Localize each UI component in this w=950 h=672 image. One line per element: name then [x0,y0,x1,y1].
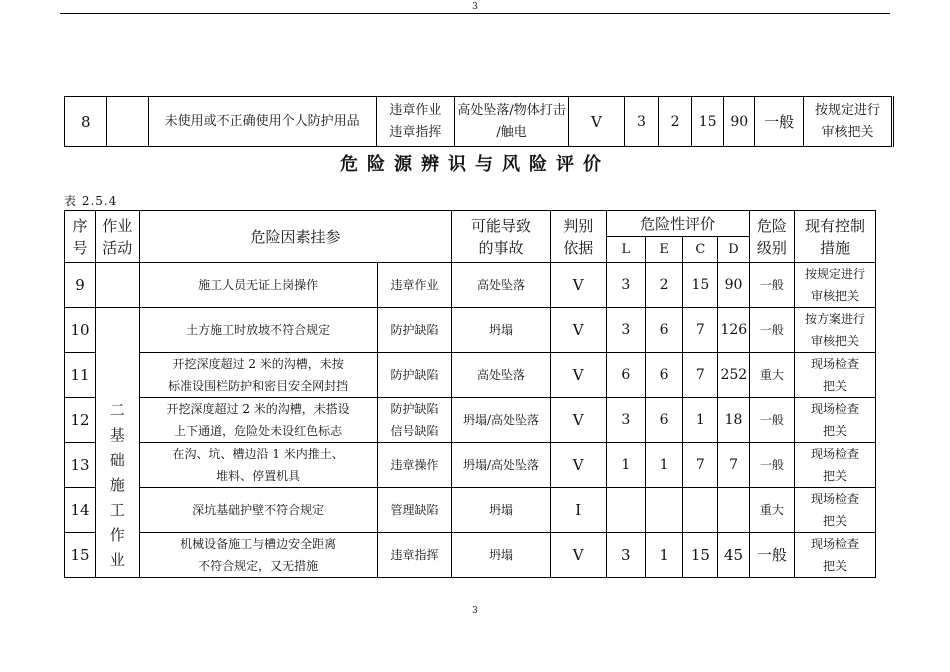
table-row [65,443,876,488]
factor-line: 堆料、停置机具 [216,469,301,483]
category-line: 违章指挥 [390,548,439,562]
hazard-category [377,353,452,398]
control-line: 按规定进行 [814,102,880,118]
header-line: 的事故 [478,238,524,257]
header-d: D [718,237,749,263]
header-line: 级别 [756,238,787,257]
activity-char: 作 [109,526,125,544]
value-c: 7 [683,353,718,398]
value-e: 6 [646,398,683,443]
value-e [646,488,683,533]
accident-line: 高处坠落/物体打击 [457,102,566,118]
value-e: 2 [659,97,692,147]
risk-level: 一般 [749,443,795,488]
header-activity [96,211,140,263]
value-d: 90 [718,263,749,308]
risk-level: 一般 [749,308,795,353]
value-d: 7 [718,443,749,488]
factor-line: 施工人员无证上岗操作 [198,278,319,292]
value-l: 3 [606,308,645,353]
control-line: 审核把关 [821,124,874,140]
factor-line: 不符合规定，又无措施 [198,559,319,573]
value-c: 15 [683,263,718,308]
hazard-factor [139,308,377,353]
category-line: 防护缺陷 [390,368,439,382]
header-accident [452,211,550,263]
control-measure [795,488,876,533]
value-l: 3 [624,97,658,147]
header-c: C [683,237,718,263]
value-c [683,488,718,533]
judgement-basis: V [550,263,606,308]
category-line: 管理缺陷 [390,503,439,517]
hazard-factor [139,443,377,488]
value-l: 3 [606,533,645,578]
table-row [65,533,876,578]
value-d: 18 [718,398,749,443]
activity-char: 二 [109,401,125,419]
hazard-factor [139,263,377,308]
control-line: 现场检查 [811,357,860,371]
value-e: 6 [646,353,683,398]
hazard-category [377,263,452,308]
header-line: 判别 [563,216,594,235]
value-l: 3 [606,263,645,308]
control-measure [795,398,876,443]
row-number: 8 [65,97,107,147]
judgement-basis: V [550,443,606,488]
header-rule [60,13,890,14]
table-row [65,353,876,398]
page-number-top: 3 [472,2,478,12]
activity-group [96,308,140,578]
value-c: 7 [683,308,718,353]
value-l: 3 [606,398,645,443]
row-number: 11 [65,353,96,398]
possible-accident: 高处坠落 [452,353,550,398]
header-factor: 危险因素挂参 [139,211,452,263]
header-level [749,211,795,263]
header-row [65,211,876,237]
activity-char: 业 [109,551,125,569]
row-number: 14 [65,488,96,533]
control-line: 把关 [823,379,848,393]
continuation-table [64,96,894,147]
control-line: 把关 [823,424,848,438]
risk-level: 重大 [749,488,795,533]
activity-cell [107,97,148,147]
table-body [65,263,876,578]
risk-level: 一般 [749,533,795,578]
judgement-basis: V [550,533,606,578]
hazard-category [377,533,452,578]
control-measure [795,533,876,578]
header-l: L [606,237,645,263]
value-c: 1 [683,398,718,443]
factor-line: 土方施工时放坡不符合规定 [186,323,331,337]
header-evaluation: 危险性评价 [606,211,749,237]
category-line: 违章作业 [390,278,439,292]
control-measure [803,97,892,147]
factor-line: 深坑基础护壁不符合规定 [192,503,325,517]
control-line: 现场检查 [811,402,860,416]
header-line: 活动 [102,238,133,257]
risk-level: 一般 [749,398,795,443]
control-line: 审核把关 [811,334,860,348]
possible-accident: 坍塌/高处坠落 [452,443,550,488]
factor-line: 在沟、坑、槽边沿 1 米内推土、 [172,447,344,461]
table-label: 表 2.5.4 [64,194,118,208]
value-d: 252 [718,353,749,398]
header-basis [550,211,606,263]
category-line: 防护缺陷 [390,323,439,337]
hazard-factor [139,398,377,443]
row-number: 13 [65,443,96,488]
value-c: 15 [683,533,718,578]
control-line: 把关 [823,469,848,483]
control-line: 按规定进行 [805,267,866,281]
header-line: 作业 [102,216,133,235]
header-line: 可能导致 [471,216,532,235]
value-e: 1 [646,443,683,488]
header-line: 危险 [756,216,787,235]
header-line: 依据 [563,238,594,257]
control-measure [795,263,876,308]
page-number-bottom: 3 [472,606,478,616]
page-title: 危险源辨识与风险评价 [340,154,610,175]
possible-accident [455,97,569,147]
risk-level: 一般 [755,97,804,147]
possible-accident: 坍塌/高处坠落 [452,398,550,443]
hazard-category [377,443,452,488]
control-line: 现场检查 [811,447,860,461]
risk-level: 重大 [749,353,795,398]
judgement-basis: V [569,97,625,147]
category-line: 防护缺陷 [390,402,439,416]
control-measure [795,353,876,398]
value-l: 1 [606,443,645,488]
table-row [65,398,876,443]
table-row [65,263,876,308]
hazard-category [377,398,452,443]
control-measure [795,308,876,353]
header-control [795,211,876,263]
value-d: 45 [718,533,749,578]
row-number: 10 [65,308,96,353]
category-line: 违章作业 [389,102,442,118]
judgement-basis: V [550,308,606,353]
control-line: 审核把关 [811,289,860,303]
risk-level: 一般 [749,263,795,308]
accident-line: /触电 [496,124,527,140]
value-c: 7 [683,443,718,488]
header-e: E [646,237,683,263]
judgement-basis: V [550,398,606,443]
control-line: 现场检查 [811,537,860,551]
activity-char: 施 [109,476,125,494]
possible-accident: 坍塌 [452,488,550,533]
header-line: 号 [72,238,88,257]
hazard-factor [139,353,377,398]
row-number: 9 [65,263,96,308]
control-line: 现场检查 [811,492,860,506]
activity-char: 基 [109,426,125,444]
hazard-factor: 未使用或不正确使用个人防护用品 [148,97,376,147]
value-d: 126 [718,308,749,353]
possible-accident: 高处坠落 [452,263,550,308]
value-e: 2 [646,263,683,308]
factor-line: 开挖深度超过 2 米的沟槽，未按 [172,357,344,371]
possible-accident: 坍塌 [452,308,550,353]
control-line: 把关 [823,514,848,528]
hazard-factor [139,533,377,578]
control-line: 把关 [823,559,848,573]
hazard-category [377,488,452,533]
value-l: 6 [606,353,645,398]
table-row [65,308,876,353]
header-line: 现有控制 [805,216,866,235]
judgement-basis: V [550,353,606,398]
category-line: 信号缺陷 [390,424,439,438]
table-row [65,97,893,147]
header-line: 措施 [820,238,851,257]
hazard-category [376,97,455,147]
factor-line: 机械设备施工与槽边安全距离 [180,537,337,551]
judgement-basis: I [550,488,606,533]
header-line: 序 [72,216,88,235]
value-e: 6 [646,308,683,353]
activity-char: 础 [109,451,125,469]
value-c: 15 [692,97,724,147]
value-d: 90 [724,97,755,147]
value-l [606,488,645,533]
value-d [718,488,749,533]
control-line: 按方案进行 [805,312,866,326]
hazard-category [377,308,452,353]
factor-line: 上下通道，危险处未设红色标志 [174,424,343,438]
control-measure [795,443,876,488]
category-line: 违章指挥 [389,124,442,140]
activity-cell [96,263,140,308]
activity-char: 工 [109,501,125,519]
hazard-table [64,210,876,578]
hazard-factor [139,488,377,533]
possible-accident: 坍塌 [452,533,550,578]
header-no [65,211,96,263]
category-line: 违章操作 [390,458,439,472]
factor-line: 标准设围栏防护和密目安全网封挡 [168,379,349,393]
factor-line: 开挖深度超过 2 米的沟槽，未搭设 [166,402,350,416]
table-row [65,488,876,533]
row-number: 12 [65,398,96,443]
row-number: 15 [65,533,96,578]
value-e: 1 [646,533,683,578]
